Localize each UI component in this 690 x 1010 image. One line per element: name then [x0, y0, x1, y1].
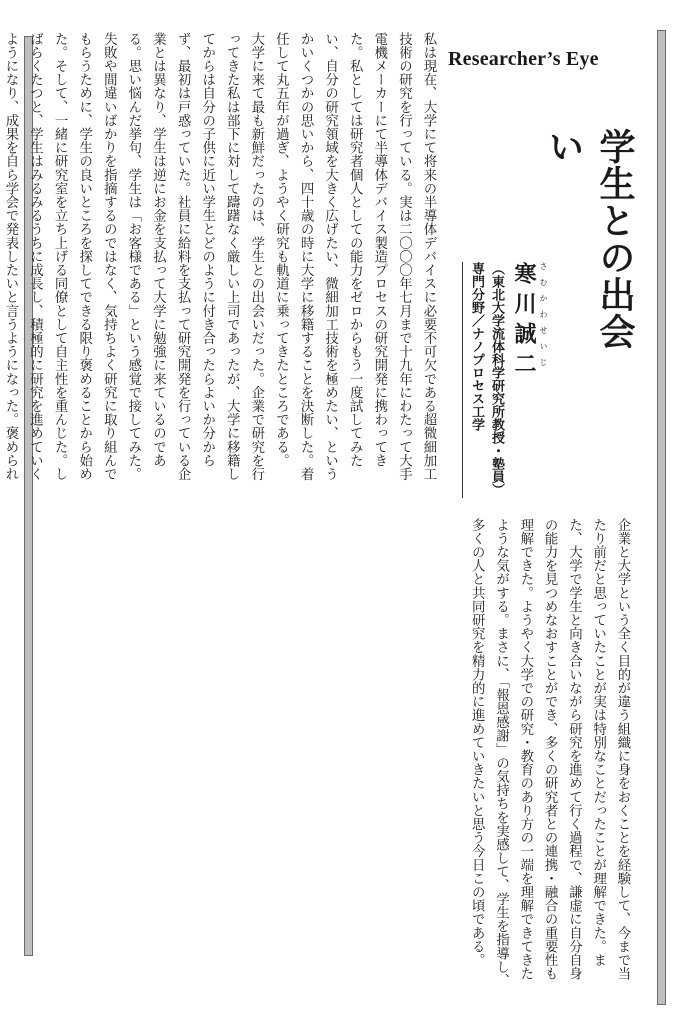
paragraph-1: 私は現在、大学にて将来の半導体デバイスに必要不可欠である超微細加工技術の研究を行っている。実は二〇〇〇年七月まで十九年にわたって大手電機メーカーにて半導体デバイス製造プロセスの研究開発に携わってきた。私としては研究者個人としての能力をゼロからもう一度試してみたい、自分の研究領域を大きく広げたい、微細加工技術を極めたい、というかいくつかの思いから、四十歳の時に大学に移籍することを決断した。着任して丸五年が過ぎ、ようやく研究も軌道に乗ってきたところである。 — [273, 32, 436, 481]
right-border-bar — [657, 30, 666, 1005]
paragraph-2-start: 大学に来て最も新鮮だったのは、学生との出会いだった。企業で研究を行ってきた私は部下に対して躊躇なく厳しい上司であったが、大学に移籍してからは自分の子供に近い学生とどのように付き合ったらよいか分からず、最初は戸惑っていた。社員に給料を支払って研究開発を行っている企業とは異なり、学生は逆にお金を支払って大学に勉強に来ているのである。思い悩んだ挙句、学生は「お客様である」という感覚で接してみた。失敗や間違いばかりを指摘するのではなく、気持ちよく研究に取り組んでもらうために、学生の良いところを探してできる限り褒めることから始めた。そして、一緒に研究室を立ち上げる同僚として自主性を重んじた。しばらくたつと、学生はみるみるうちに成長し、積極的に研究を進めていくようになり、成果を自ら学会で発表したいと言うようになった。褒められ — [2, 32, 264, 481]
author-name-ruby: さむかわせいじ — [539, 262, 548, 374]
paragraph-3: 企業と大学という全く目的が違う組織に身をおくことを経験して、今まで当たり前だと思っていたことが実は特別なことだったことが理解できた。また、大学で学生と向き合いながら研究を進めて行く過程で、謙虚に自分自身の能力を見つめなおすことができ、多くの研究者との連携・融合の重要性も理解できた。ようやく大学での研究・教育のあり方の一端を理解できてきたような気がする。まさに、「報恩感謝」の気持ちを実感して、学生を指導し、多くの人と共同研究を精力的に進めていきたいと思う今日この頃である。 — [469, 518, 630, 988]
author-affiliation — [462, 262, 506, 498]
column-header-label: Researcher’s Eye — [448, 48, 599, 70]
column-header — [448, 48, 628, 82]
author-name: 寒川誠二 — [511, 262, 536, 382]
author-block — [462, 262, 562, 498]
article-title: 学生との出会い — [543, 128, 635, 350]
affiliation-line: （東北大学流体科学研究所教授・塾員） — [489, 262, 504, 496]
body-text-upper — [2, 32, 440, 494]
specialty-line: 専門分野／ナノプロセス工学 — [469, 262, 484, 431]
body-text-lower — [46, 518, 634, 988]
